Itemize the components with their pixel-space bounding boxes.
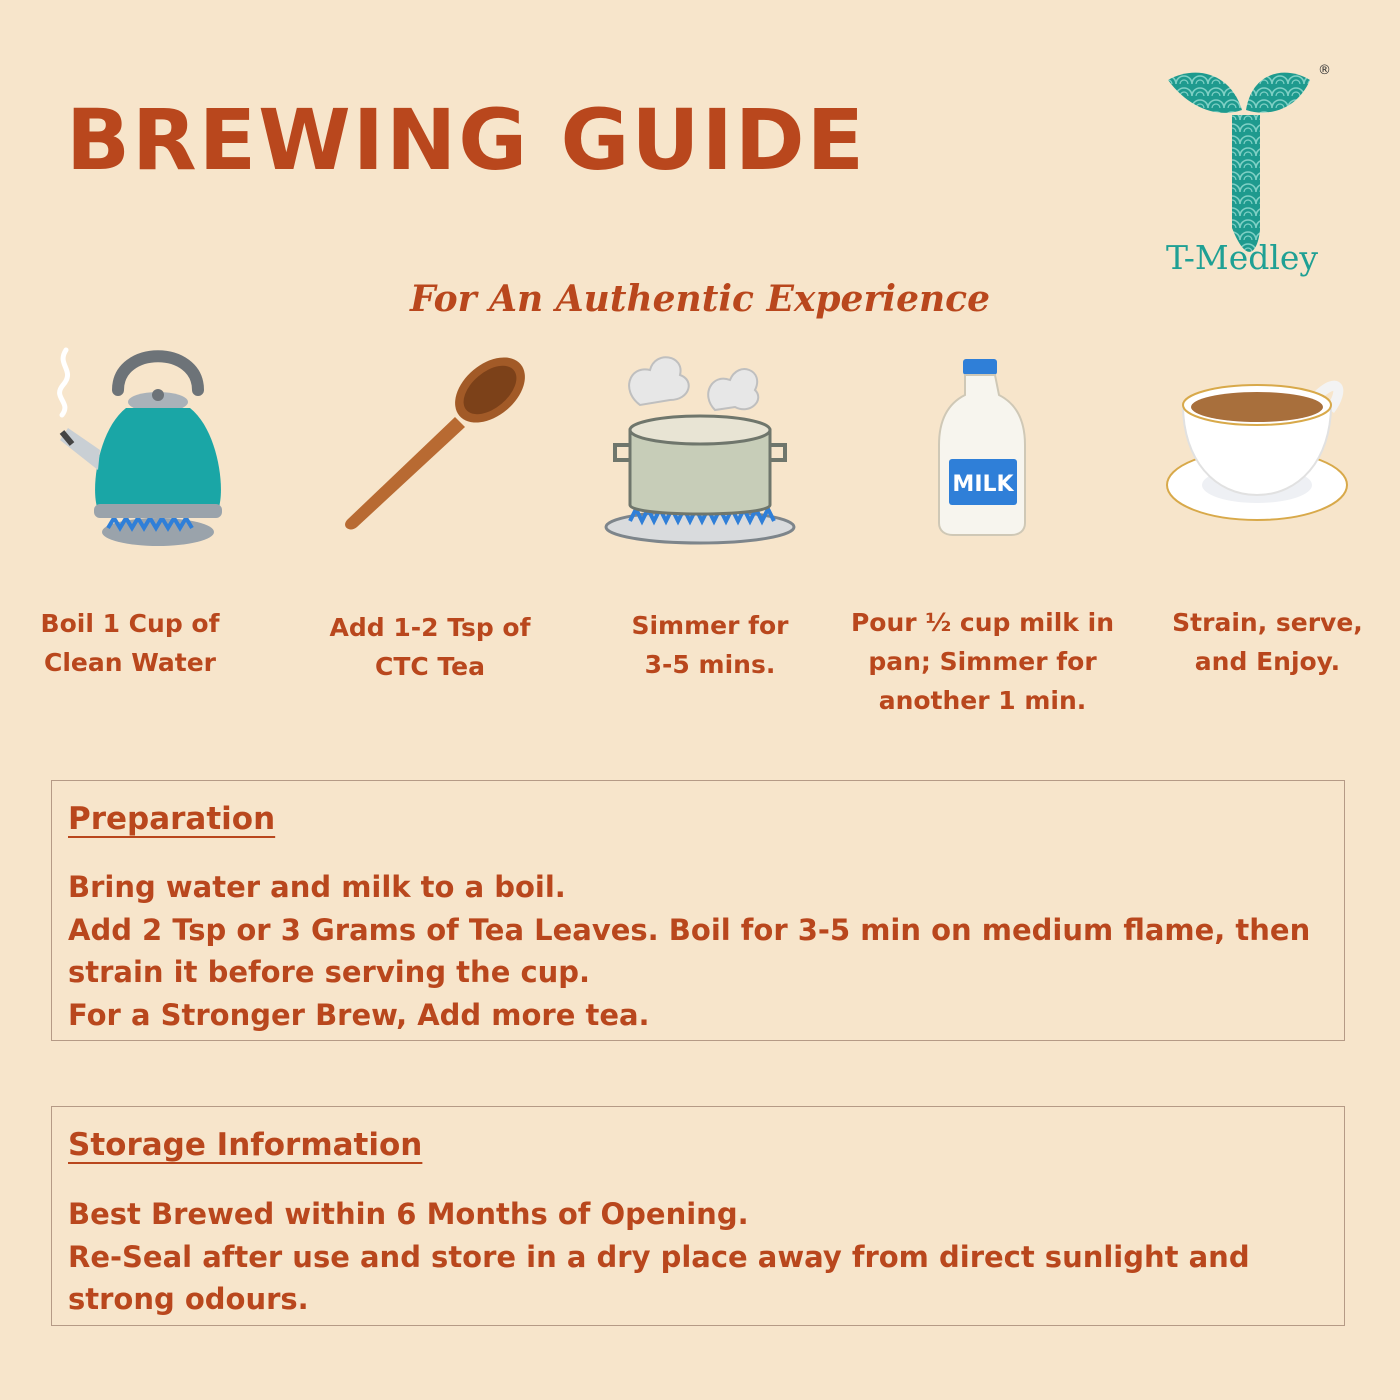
milk-bottle-icon — [935, 355, 1030, 537]
brand-name: T-Medley — [1166, 238, 1319, 277]
preparation-text: Bring water and milk to a boil. Add 2 Tsp or 3 Grams of Tea Leaves. Boil for 3-5 min on medium flame, then strain it before serving the cup. For a Stronger Brew, Add more tea. — [68, 870, 1311, 1032]
preparation-panel — [51, 780, 1345, 1041]
preparation-heading: Preparation — [68, 801, 276, 837]
step-1-text: Boil 1 Cup of Clean Water — [40, 609, 220, 677]
wooden-spoon-icon — [335, 355, 535, 535]
step-5-text: Strain, serve, and Enjoy. — [1172, 608, 1363, 676]
storage-text: Best Brewed within 6 Months of Opening. Re-Seal after use and store in a dry place away from direct sunlight and strong odours. — [68, 1197, 1250, 1316]
step-2-text: Add 1-2 Tsp of CTC Tea — [329, 613, 531, 681]
kettle-icon — [38, 340, 228, 550]
step-3-text: Simmer for 3-5 mins. — [631, 611, 789, 679]
step-4-text: Pour ½ cup milk in pan; Simmer for another 1 min. — [850, 608, 1114, 715]
tea-cup-icon — [1165, 370, 1355, 525]
storage-panel — [51, 1106, 1345, 1326]
page-title: BREWING GUIDE — [66, 91, 867, 189]
svg-text:MILK: MILK — [952, 472, 1014, 497]
svg-text:®: ® — [1318, 63, 1331, 78]
subtitle: For An Authentic Experience — [409, 278, 990, 320]
storage-heading: Storage Information — [68, 1127, 423, 1163]
steaming-pot-icon — [600, 345, 800, 550]
